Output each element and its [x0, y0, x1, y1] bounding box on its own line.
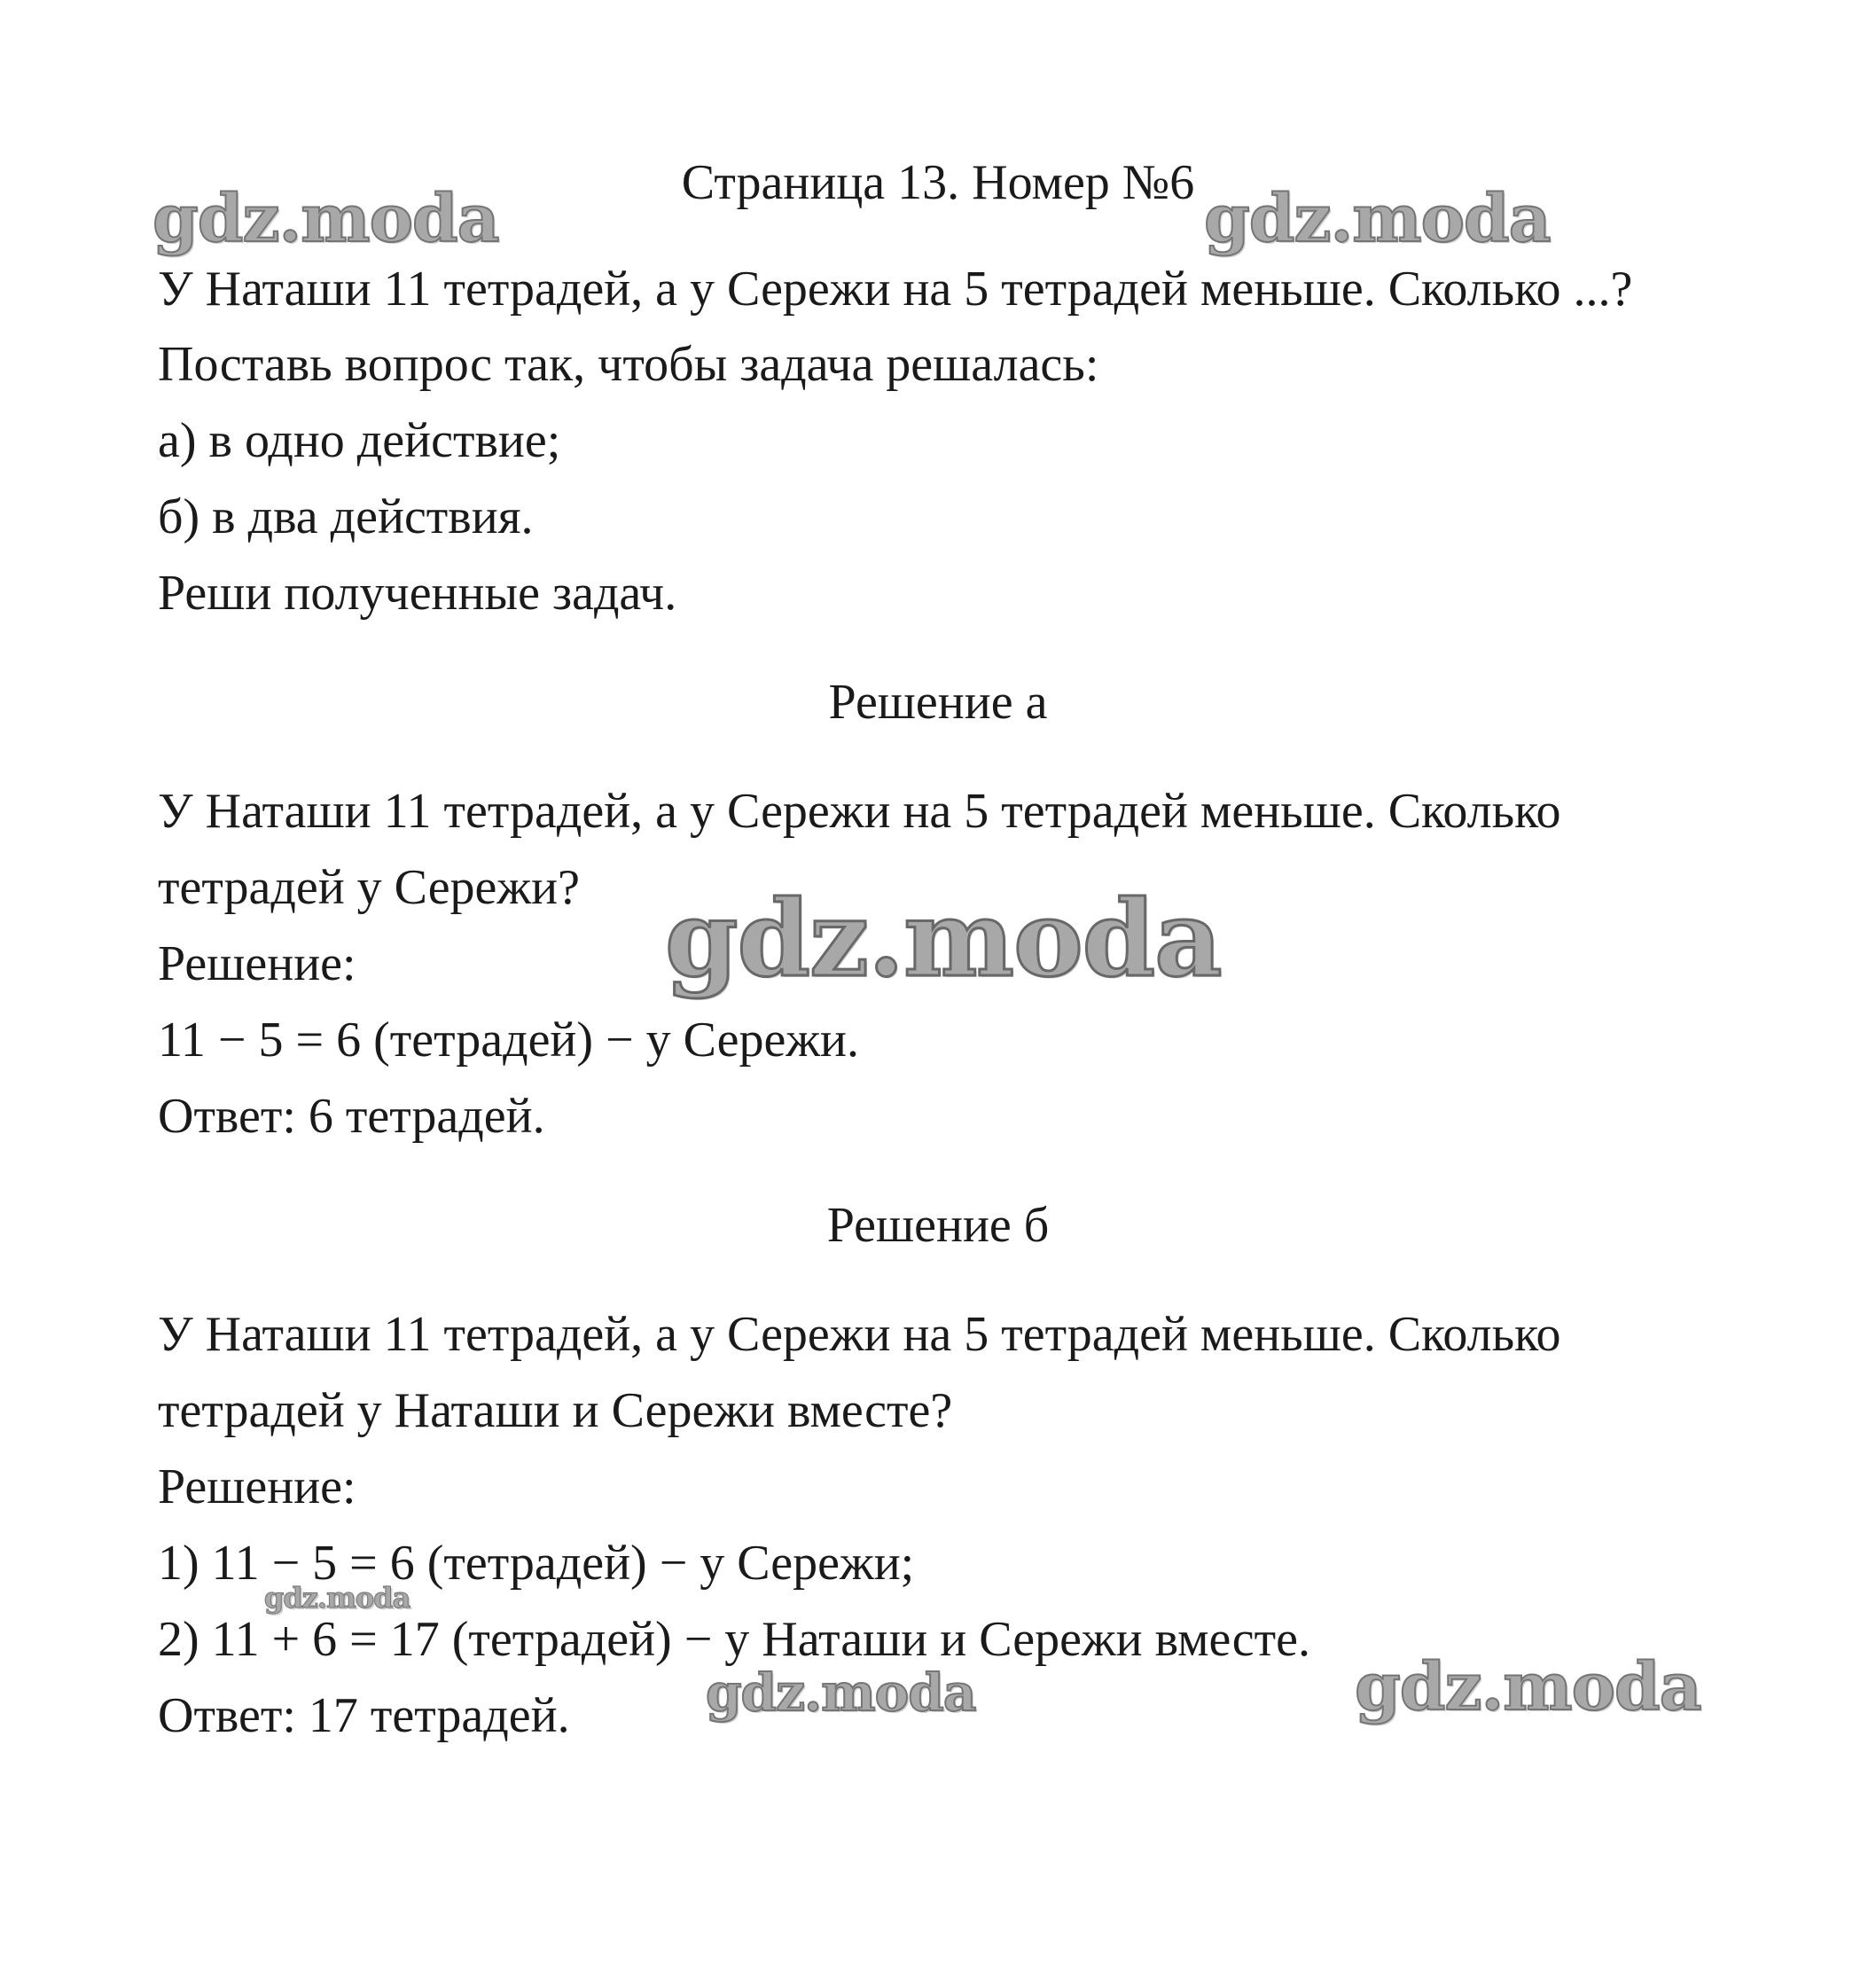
- solution-b-answer: Ответ: 17 тетрадей.: [158, 1688, 570, 1743]
- solution-b-problem-line-1: У Наташи 11 тетрадей, а у Сережи на 5 тетрадей меньше. Сколько: [158, 1307, 1561, 1362]
- task-line-2: Поставь вопрос так, чтобы задача решалась:: [158, 337, 1099, 392]
- task-line-1: У Наташи 11 тетрадей, а у Сережи на 5 тетрадей меньше. Сколько ...?: [158, 262, 1633, 317]
- task-line-5: Реши полученные задач.: [158, 566, 677, 621]
- watermark: gdz.moda: [1355, 1649, 1701, 1725]
- solution-b-problem-line-2: тетрадей у Наташи и Сережи вместе?: [158, 1383, 953, 1438]
- solution-a-problem-line-1: У Наташи 11 тетрадей, а у Сережи на 5 тетрадей меньше. Сколько: [158, 784, 1561, 839]
- watermark: gdz.moda: [264, 1581, 410, 1615]
- solution-b-heading: Решение б: [826, 1198, 1050, 1253]
- task-line-4: б) в два действия.: [158, 489, 534, 544]
- solution-b-label: Решение:: [158, 1459, 356, 1514]
- solution-a-label: Решение:: [158, 936, 356, 991]
- page-title: Страница 13. Номер №6: [681, 155, 1195, 210]
- solution-b-step-2: 2) 11 + 6 = 17 (тетрадей) − у Наташи и Сережи вместе.: [158, 1612, 1310, 1667]
- watermark: gdz.moda: [152, 181, 499, 257]
- solution-a-answer: Ответ: 6 тетрадей.: [158, 1089, 545, 1144]
- solution-b-step-1: 1) 11 − 5 = 6 (тетрадей) − у Сережи;: [158, 1536, 915, 1591]
- watermark: gdz.moda: [1204, 181, 1551, 257]
- solution-a-heading: Решение а: [828, 675, 1048, 730]
- watermark: gdz.moda: [665, 877, 1222, 1000]
- solution-a-problem-line-2: тетрадей у Сережи?: [158, 860, 580, 915]
- watermark: gdz.moda: [706, 1662, 976, 1723]
- solution-a-step: 11 − 5 = 6 (тетрадей) − у Сережи.: [158, 1013, 860, 1068]
- task-line-3: а) в одно действие;: [158, 413, 561, 468]
